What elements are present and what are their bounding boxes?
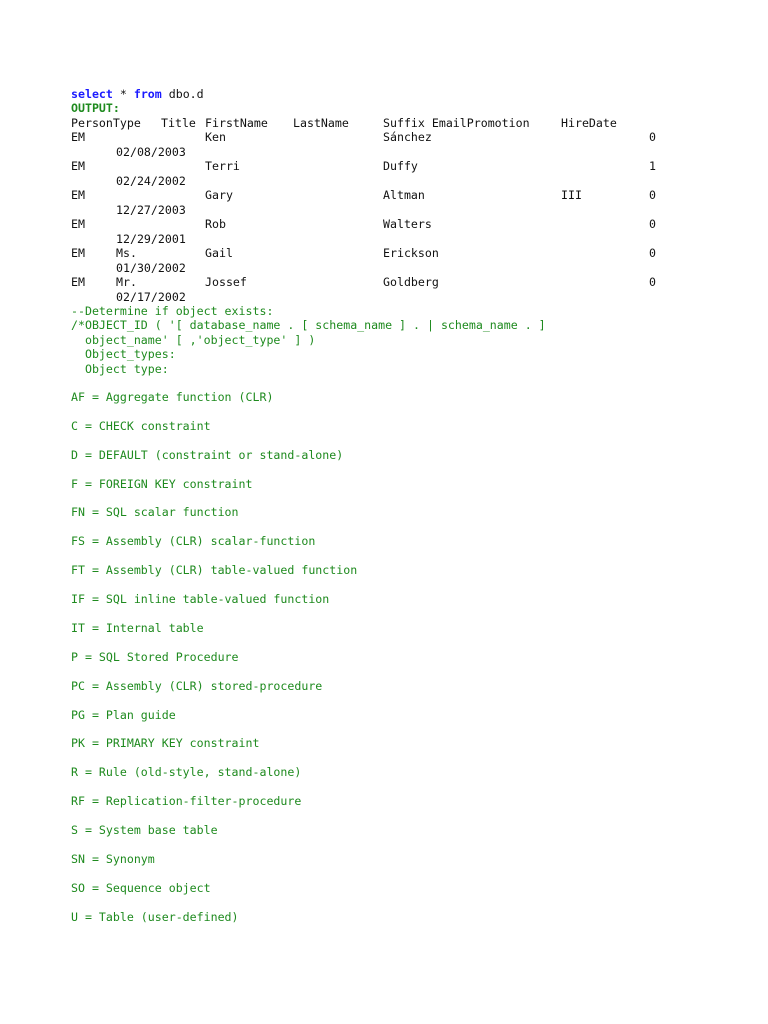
object-type-item: SO = Sequence object: [71, 881, 211, 895]
cell-hiredate: 12/27/2003: [116, 203, 186, 217]
object-type-item: R = Rule (old-style, stand-alone): [71, 765, 302, 779]
cell-lastname: Altman: [383, 188, 425, 202]
comment-line: Object type:: [71, 362, 169, 376]
sql-query-line: [71, 87, 204, 102]
object-type-item: P = SQL Stored Procedure: [71, 650, 239, 664]
cell-emailpromotion: 0: [649, 217, 656, 231]
cell-hiredate: 01/30/2002: [116, 261, 186, 275]
cell-firstname: Ken: [205, 130, 226, 144]
cell-hiredate: 02/24/2002: [116, 174, 186, 188]
cell-emailpromotion: 0: [649, 246, 656, 260]
cell-lastname: Walters: [383, 217, 432, 231]
header-persontype: PersonType: [71, 116, 141, 130]
header-title: Title: [161, 116, 196, 130]
cell-hiredate: 02/08/2003: [116, 145, 186, 159]
object-type-item: IT = Internal table: [71, 621, 204, 635]
cell-firstname: Jossef: [205, 275, 247, 289]
cell-persontype: EM: [71, 130, 85, 144]
comment-line: /*OBJECT_ID ( '[ database_name . [ schema_name ] . | schema_name . ]: [71, 318, 546, 332]
cell-lastname: Sánchez: [383, 130, 432, 144]
select-keyword: select: [71, 87, 113, 101]
object-type-item: FS = Assembly (CLR) scalar-function: [71, 534, 316, 548]
object-type-item: S = System base table: [71, 823, 218, 837]
cell-title: Mr.: [116, 275, 137, 289]
object-type-item: F = FOREIGN KEY constraint: [71, 477, 253, 491]
select-star: *: [112, 87, 134, 101]
cell-hiredate: 12/29/2001: [116, 232, 186, 246]
object-type-item: D = DEFAULT (constraint or stand-alone): [71, 448, 344, 462]
header-lastname: LastName: [293, 116, 349, 130]
object-type-item: C = CHECK constraint: [71, 419, 211, 433]
cell-emailpromotion: 0: [649, 130, 656, 144]
cell-lastname: Duffy: [383, 159, 418, 173]
comment-line: Object_types:: [71, 347, 176, 361]
header-suffix-emailpromotion: Suffix EmailPromotion: [383, 116, 530, 130]
cell-hiredate: 02/17/2002: [116, 290, 186, 304]
object-type-item: FT = Assembly (CLR) table-valued function: [71, 563, 358, 577]
cell-firstname: Gail: [205, 246, 233, 260]
object-type-item: PG = Plan guide: [71, 708, 176, 722]
comment-line: object_name' [ ,'object_type' ] ): [71, 333, 316, 347]
header-firstname: FirstName: [205, 116, 268, 130]
object-type-item: PC = Assembly (CLR) stored-procedure: [71, 679, 323, 693]
cell-firstname: Terri: [205, 159, 240, 173]
comment-line: --Determine if object exists:: [71, 304, 274, 318]
from-keyword: from: [133, 87, 162, 101]
cell-emailpromotion: 0: [649, 275, 656, 289]
output-label: OUTPUT:: [71, 101, 120, 115]
cell-persontype: EM: [71, 217, 85, 231]
object-type-item: IF = SQL inline table-valued function: [71, 592, 330, 606]
cell-persontype: EM: [71, 188, 85, 202]
cell-lastname: Goldberg: [383, 275, 439, 289]
object-type-item: PK = PRIMARY KEY constraint: [71, 736, 260, 750]
cell-lastname: Erickson: [383, 246, 439, 260]
cell-title: Ms.: [116, 246, 137, 260]
cell-emailpromotion: 1: [649, 159, 656, 173]
cell-suffix: III: [561, 188, 582, 202]
object-type-item: AF = Aggregate function (CLR): [71, 390, 274, 404]
object-type-item: SN = Synonym: [71, 852, 155, 866]
cell-emailpromotion: 0: [649, 188, 656, 202]
cell-firstname: Rob: [205, 217, 226, 231]
object-type-item: RF = Replication-filter-procedure: [71, 794, 302, 808]
object-type-item: FN = SQL scalar function: [71, 505, 239, 519]
object-type-item: U = Table (user-defined): [71, 910, 239, 924]
header-hiredate: HireDate: [561, 116, 617, 130]
table-name: dbo.d: [161, 87, 204, 101]
cell-firstname: Gary: [205, 188, 233, 202]
cell-persontype: EM: [71, 275, 85, 289]
cell-persontype: EM: [71, 246, 85, 260]
cell-persontype: EM: [71, 159, 85, 173]
